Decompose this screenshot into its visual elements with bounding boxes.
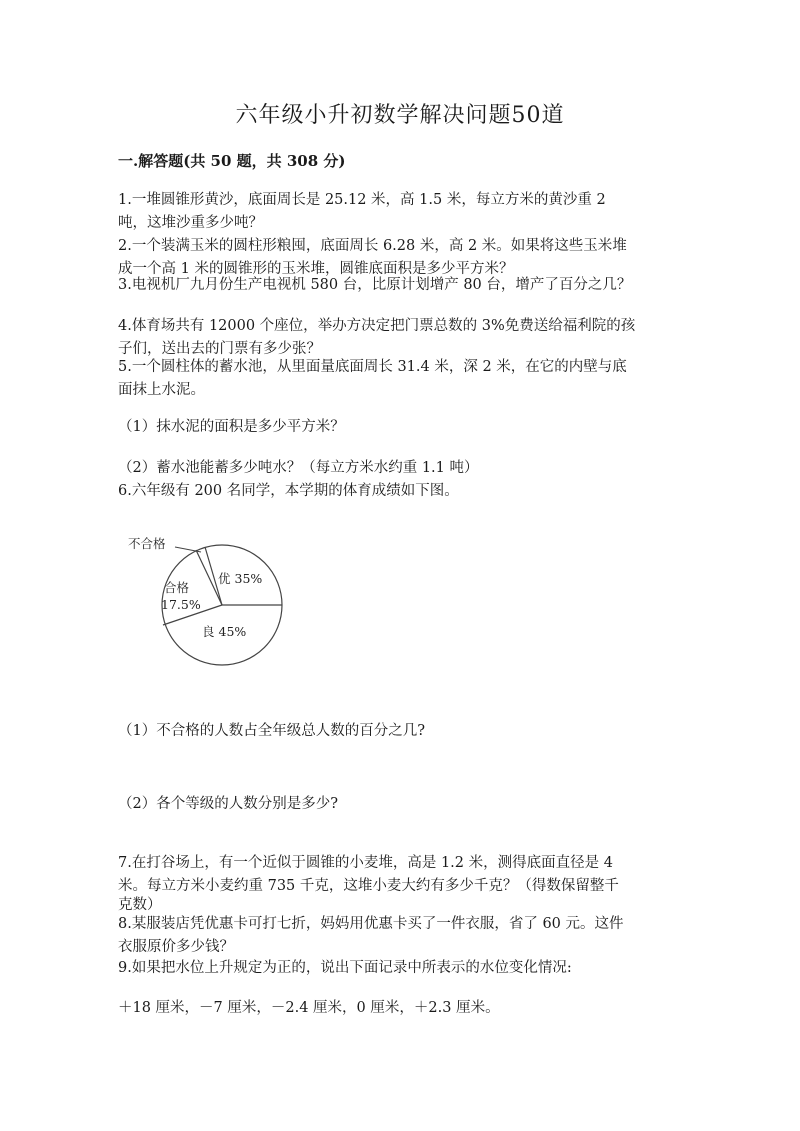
- pie-label-liang: 良 45%: [202, 624, 247, 639]
- question-9: 9.如果把水位上升规定为正的，说出下面记录中所表示的水位变化情况:: [118, 960, 572, 976]
- question-1-line-2: 吨，这堆沙重多少吨？: [118, 215, 263, 231]
- question-6-sub-2: （2）各个等级的人数分别是多少?: [118, 796, 338, 812]
- pie-label-you: 优 35%: [218, 571, 263, 586]
- page-title: 六年级小升初数学解决问题50道: [235, 103, 565, 128]
- question-6: 6.六年级有 200 名同学，本学期的体育成绩如下图。: [118, 483, 459, 499]
- question-6-sub-1: （1）不合格的人数占全年级总人数的百分之几?: [118, 723, 425, 739]
- question-5-sub-2: （2）蓄水池能蓄多少吨水？（每立方米水约重 1.1 吨）: [118, 460, 479, 476]
- question-5-sub-1: （1）抹水泥的面积是多少平方米？: [118, 419, 345, 435]
- pie-label-hege-percent: 17.5%: [161, 597, 201, 612]
- pie-leader-line: [175, 547, 201, 552]
- question-3: 3.电视机厂九月份生产电视机 580 台，比原计划增产 80 台，增产了百分之几？: [118, 277, 632, 293]
- question-2-line-1: 2.一个装满玉米的圆柱形粮囤，底面周长 6.28 米，高 2 米。如果将这些玉米堆: [118, 238, 627, 254]
- question-9-values: ＋18 厘米，－7 厘米，－2.4 厘米，0 厘米，＋2.3 厘米。: [118, 1000, 500, 1016]
- question-7-line-3: 克数）: [118, 897, 162, 913]
- pie-label-hege: 合格: [164, 580, 190, 595]
- question-4-line-1: 4.体育场共有 12000 个座位，举办方决定把门票总数的 3%免费送给福利院的孩: [118, 318, 636, 334]
- question-7-line-1: 7.在打谷场上，有一个近似于圆锥的小麦堆，高是 1.2 米，测得底面直径是 4: [118, 855, 613, 871]
- question-1-line-1: 1.一堆圆锥形黄沙，底面周长是 25.12 米，高 1.5 米，每立方米的黄沙重 2: [118, 192, 606, 208]
- grade-pie-chart: [125, 530, 295, 670]
- question-2-line-2: 成一个高 1 米的圆锥形的玉米堆，圆锥底面积是多少平方米？: [118, 261, 514, 277]
- pie-label-bujige-outside: 不合格: [128, 536, 166, 551]
- question-8-line-2: 衣服原价多少钱？: [118, 939, 234, 955]
- section-heading: 一.解答题(共 50 题，共 308 分): [118, 152, 346, 170]
- question-4-line-2: 子们，送出去的门票有多少张？: [118, 341, 321, 357]
- question-8-line-1: 8.某服装店凭优惠卡可打七折，妈妈用优惠卡买了一件衣服，省了 60 元。这件: [118, 916, 624, 932]
- question-7-line-2: 米。每立方米小麦约重 735 千克，这堆小麦大约有多少千克？（得数保留整千: [118, 878, 619, 894]
- question-5-line-1: 5.一个圆柱体的蓄水池，从里面量底面周长 31.4 米，深 2 米，在它的内壁与底: [118, 359, 627, 375]
- question-5-line-2: 面抹上水泥。: [118, 382, 205, 398]
